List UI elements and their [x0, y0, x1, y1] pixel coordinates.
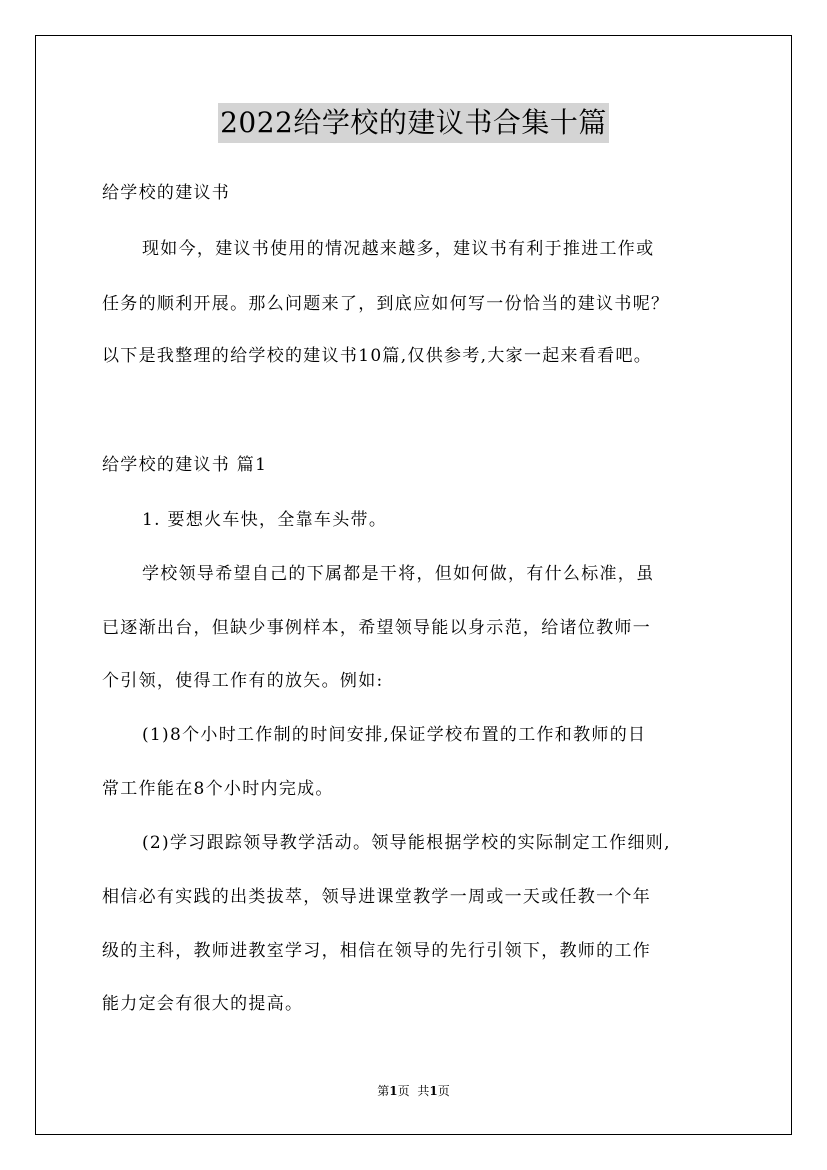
item1-line-2: 常工作能在8个小时内完成。: [102, 779, 334, 799]
para1-line-2: 已逐渐出台，但缺少事例样本，希望领导能以身示范，给诸位教师一: [102, 618, 651, 638]
section-heading: 给学校的建议书 篇1: [102, 455, 268, 475]
document-title: 2022给学校的建议书合集十篇: [218, 103, 609, 143]
footer-page-suffix: 页: [397, 1084, 410, 1098]
para1-line-3: 个引领，使得工作有的放矢。例如:: [102, 671, 384, 691]
intro-line-2: 任务的顺利开展。那么问题来了，到底应如何写一份恰当的建议书呢？: [102, 294, 670, 314]
footer-total-prefix: 共: [417, 1084, 430, 1098]
para1-line-1: 学校领导希望自己的下属都是干将，但如何做，有什么标准，虽: [142, 564, 655, 584]
point-1: 1. 要想火车快，全靠车头带。: [142, 510, 388, 530]
item2-line-3: 级的主科，教师进教室学习，相信在领导的先行引领下，教师的工作: [102, 941, 651, 961]
footer-total-suffix: 页: [437, 1084, 450, 1098]
intro-line-1: 现如今，建议书使用的情况越来越多，建议书有利于推进工作或: [142, 239, 655, 259]
item2-line-4: 能力定会有很大的提高。: [102, 994, 304, 1014]
page-footer: [0, 1083, 827, 1099]
item1-line-1: (1)8个小时工作制的时间安排,保证学校布置的工作和教师的日: [142, 725, 647, 745]
document-subtitle: 给学校的建议书: [102, 183, 231, 203]
item2-line-1: (2)学习跟踪领导教学活动。领导能根据学校的实际制定工作细则,: [142, 833, 671, 853]
item2-line-2: 相信必有实践的出类拔萃，领导进课堂教学一周或一天或任教一个年: [102, 887, 651, 907]
footer-page-prefix: 第: [377, 1084, 390, 1098]
title-container: [0, 103, 827, 143]
footer-page-number: 1: [389, 1084, 398, 1098]
intro-line-3: 以下是我整理的给学校的建议书10篇,仅供参考,大家一起来看看吧。: [102, 346, 653, 366]
footer-total-number: 1: [429, 1084, 438, 1098]
